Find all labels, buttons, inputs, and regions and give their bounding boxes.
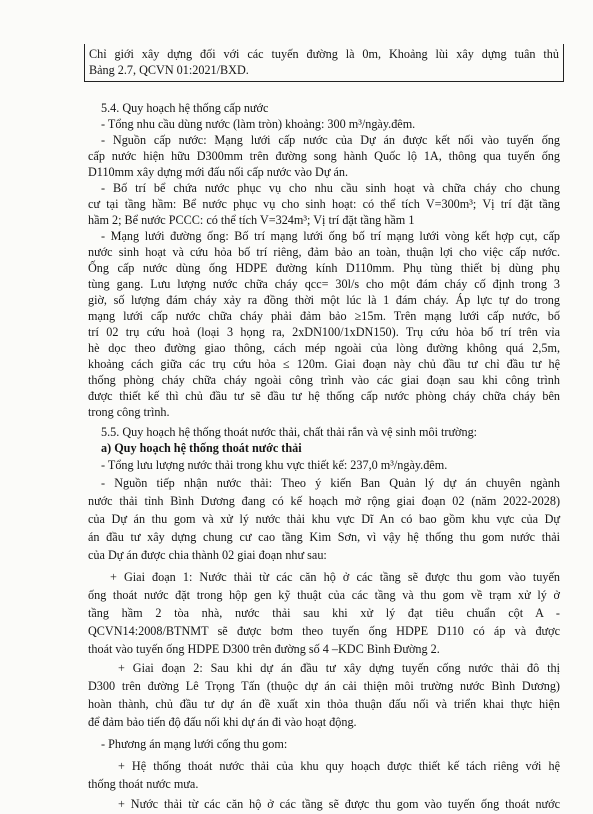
text-line: tầng hầm 2 tòa nhà, nước thải sau khi xử lý đạt tiêu chuẩn cột A - bbox=[88, 606, 560, 620]
text-line: cấp nước hiện hữu D300mm trên đường song hành Quốc lộ 1A, thông qua tuyến ống bbox=[88, 149, 560, 163]
text-line: trong công trình. bbox=[88, 405, 170, 419]
text-line: hầm 2; Bể nước PCCC: có thể tích V=324m³; Vị trí đặt tầng hầm 1 bbox=[88, 213, 415, 227]
text-line: nước sinh hoạt và cứu hỏa bố trí riêng, đảm bảo an toàn, thuận lợi cho việc cấp nước. bbox=[88, 245, 560, 259]
text-line: cư tại tầng hầm: Bể nước phục vụ cho sinh hoạt: có thể tích V=300m³; Vị trí đặt tầng bbox=[88, 197, 560, 211]
text-line: + Nước thải từ các căn hộ ở các tầng sẽ được thu gom vào tuyến ống thoát nước bbox=[118, 797, 560, 811]
subsection-heading-a: a) Quy hoạch hệ thống thoát nước thải bbox=[101, 441, 302, 455]
text-line: tùng gang. Lưu lượng nước chữa cháy qcc= 30l/s cho một đám cháy cố định trong 3 bbox=[88, 277, 560, 291]
text-line: Chỉ giới xây dựng đối với các tuyến đường là 0m, Khoảng lùi xây dựng tuân thủ bbox=[89, 47, 559, 61]
text-line: thống phòng cháy chữa cháy ngoài công trình vào các giai đoạn sau khi công trình bbox=[88, 373, 560, 387]
text-line: hoàn thành, chủ đầu tư dự án đề xuất xin thỏa thuận đấu nối và triển khai thực hiện bbox=[88, 697, 560, 711]
text-line: - Mạng lưới đường ống: Bố trí mạng lưới ống bố trí mạng lưới vòng kết hợp cụt, cấp bbox=[101, 229, 560, 243]
text-line: - Tổng lưu lượng nước thải trong khu vực thiết kế: 237,0 m³/ngày.đêm. bbox=[101, 458, 448, 472]
text-line: được thiết kế thì chủ đầu tư sẽ đầu tư hệ thống cấp nước phòng cháy chữa cháy bên bbox=[88, 389, 560, 403]
text-line: - Nguồn cấp nước: Mạng lưới cấp nước của Dự án được kết nối vào tuyến ống bbox=[101, 133, 560, 147]
text-line: khoảng cách giữa các trụ cứu hỏa ≤ 120m. Giai đoạn này chủ đầu tư chỉ đầu tư hệ bbox=[88, 357, 560, 371]
text-line: ống thoát nước đặt trong hộp gen kỹ thuật của các tầng và thu gom về trạm xử lý ở bbox=[88, 588, 560, 602]
text-line: của Dự án được chia thành 02 giai đoạn như sau: bbox=[88, 548, 327, 562]
text-line: - Phương án mạng lưới cống thu gom: bbox=[101, 737, 288, 751]
text-line: giờ, số lượng đám cháy xảy ra đồng thời một lúc là 1 đám cháy. Áp lực tự do trong bbox=[88, 293, 560, 307]
text-line: thoát vào tuyến ống HDPE D300 trên đường số 4 –KDC Bình Đường 2. bbox=[88, 642, 440, 656]
text-line: + Giai đoạn 2: Sau khi dự án đầu tư xây dựng tuyến cống nước thải đô thị bbox=[118, 661, 560, 675]
text-line: của Dự án thu gom và xử lý nước thải khu vực Dĩ An có bao gồm khu vực của Dự bbox=[88, 512, 560, 526]
text-line: hè dọc theo đường giao thông, cách mép ngoài của lòng đường không quá 2,5m, bbox=[88, 341, 560, 355]
text-line: - Nguồn tiếp nhận nước thải: Theo ý kiến Ban Quản lý dự án chuyên ngành bbox=[101, 476, 560, 490]
text-line: - Tổng nhu cầu dùng nước (làm tròn) khoảng: 300 m³/ngày.đêm. bbox=[101, 117, 416, 131]
text-line: QCVN14:2008/BTNMT sẽ được bơm theo tuyến ống HDPE D110 có áp và được bbox=[88, 624, 560, 638]
text-line: D300 trên đường Lê Trọng Tấn (thuộc dự án cải thiện môi trường nước Bình Dương) bbox=[88, 679, 560, 693]
text-line: thống thoát nước mưa. bbox=[88, 777, 199, 791]
section-heading-5-5: 5.5. Quy hoạch hệ thống thoát nước thải, chất thải rắn và vệ sinh môi trường: bbox=[101, 425, 478, 439]
text-line: mạng lưới cấp nước chữa cháy phải đảm bảo ≥15m. Trên mạng lưới cấp nước, bố bbox=[88, 309, 560, 323]
text-line: D110mm xây dựng mới đấu nối cấp nước vào Dự án. bbox=[88, 165, 349, 179]
text-line: - Bố trí bể chứa nước phục vụ cho nhu cầu sinh hoạt và chữa cháy cho chung bbox=[101, 181, 560, 195]
text-line: Ống cấp nước dùng ống HDPE đường kính D110mm. Phụ tùng thiết bị dùng phụ bbox=[88, 261, 560, 275]
text-line: + Giai đoạn 1: Nước thải từ các căn hộ ở các tầng sẽ được thu gom vào tuyến bbox=[110, 570, 560, 584]
text-line: trí 02 trụ cứu hoả (loại 3 họng ra, 2xDN100/1xDN150). Trụ cứu hỏa bố trí trên vỉa bbox=[88, 325, 560, 339]
text-line: án đầu tư xây dựng chung cư cao tầng Kim Sơn, vì vậy hệ thống thu gom nước thải bbox=[88, 530, 560, 544]
text-line: Bảng 2.7, QCVN 01:2021/BXD. bbox=[89, 63, 249, 77]
section-heading-5-4: 5.4. Quy hoạch hệ thống cấp nước bbox=[101, 101, 269, 115]
previous-table-cell bbox=[84, 44, 564, 82]
text-line: + Hệ thống thoát nước thải của khu quy hoạch được thiết kế tách riêng với hệ bbox=[118, 759, 560, 773]
text-line: để đảm bảo tiến độ đấu nối khi dự án đi vào hoạt động. bbox=[88, 715, 357, 729]
text-line: nước thải tỉnh Bình Dương đang có kế hoạch mở rộng giai đoạn 02 (năm 2022-2028) bbox=[88, 494, 560, 508]
